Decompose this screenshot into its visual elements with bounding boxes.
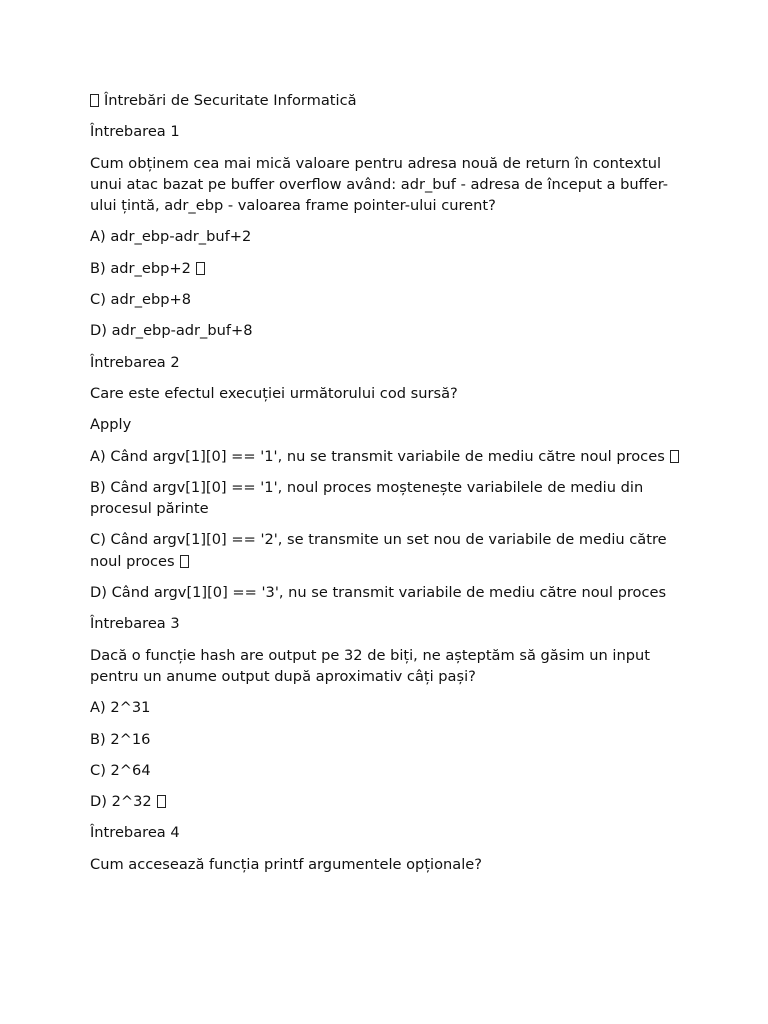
question-heading: Întrebarea 4 xyxy=(90,824,180,842)
answer-mark-icon xyxy=(196,262,205,275)
answer-option: A) adr_ebp-adr_buf+2 xyxy=(90,228,252,246)
answer-mark-icon xyxy=(157,795,166,808)
question-text: Cum accesează funcția printf argumentele opționale? xyxy=(90,855,483,873)
question-text: Dacă o funcție hash are output pe 32 de biți, ne așteptăm să găsim un input pentru un anume output după aproximativ câți pași? xyxy=(90,646,650,685)
answer-mark-icon xyxy=(670,450,679,463)
answer-option: A) 2^31 xyxy=(90,699,151,717)
answer-option: B) adr_ebp+2 xyxy=(90,258,680,279)
question-text: Care este efectul execuției următorului cod sursă? xyxy=(90,384,458,402)
question-heading: Întrebarea 2 xyxy=(90,353,180,371)
missing-glyph-icon xyxy=(90,94,99,107)
answer-option: C) 2^64 xyxy=(90,761,151,779)
answer-option: B) 2^16 xyxy=(90,730,151,748)
answer-option: C) Când argv[1][0] == '2', se transmite un set nou de variabile de mediu către noul proces xyxy=(90,531,667,570)
question-heading: Întrebarea 3 xyxy=(90,615,180,633)
answer-option: B) Când argv[1][0] == '1', noul proces moștenește variabilele de mediu din procesul părinte xyxy=(90,478,644,518)
answer-mark-icon xyxy=(180,555,189,568)
question-text: Cum obținem cea mai mică valoare pentru adresa nouă de return în contextul unui atac bazat pe buffer overflow având: adr_buf - adresa de început a buffer-ului țintă, adr_ebp - valoarea frame pointer-ului curent? xyxy=(90,154,669,215)
answer-option: D) Când argv[1][0] == '3', nu se transmit variabile de mediu către noul proces xyxy=(90,584,667,602)
answer-option: D) adr_ebp-adr_buf+8 xyxy=(90,322,253,340)
document-title: Întrebări de Securitate Informatică xyxy=(90,90,680,111)
document-page xyxy=(90,90,680,885)
answer-option: D) 2^32 xyxy=(90,791,680,812)
answer-option: A) Când argv[1][0] == '1', nu se transmit variabile de mediu către noul proces xyxy=(90,446,680,467)
answer-option: C) adr_ebp+8 xyxy=(90,291,192,309)
code-placeholder-text: Apply xyxy=(90,416,132,434)
question-heading: Întrebarea 1 xyxy=(90,123,180,141)
